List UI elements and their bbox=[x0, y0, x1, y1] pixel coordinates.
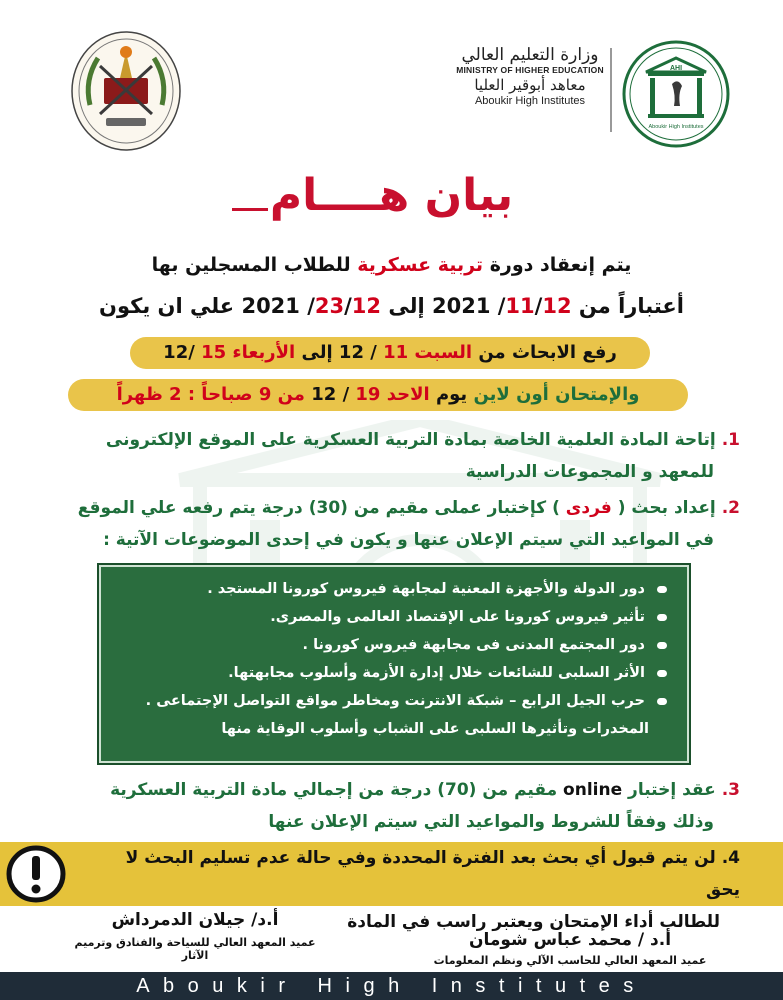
item-1-number: 1. bbox=[721, 430, 740, 450]
footer-banner: Aboukir High Institutes bbox=[0, 972, 783, 1000]
line4-a: يوم bbox=[429, 384, 474, 405]
line2-s2: / 2021 إلى bbox=[381, 294, 506, 318]
item-3 bbox=[60, 774, 740, 838]
signature-right bbox=[420, 930, 720, 967]
signature-name: أ.د / محمد عباس شومان bbox=[468, 930, 672, 950]
topic-item-continuation: المخدرات وتأثيرها السلبى على الشباب وأسلوب الوقاية منها bbox=[221, 721, 649, 737]
line2-s3: / bbox=[344, 294, 352, 318]
header-divider bbox=[610, 48, 612, 132]
topic-item: الأثر السلبى للشائعات خلال إدارة الأزمة وأسلوب مجابهتها. bbox=[113, 659, 671, 687]
item-2-text-2: في المواعيد التي سيتم الإعلان عنها و يكون في إحدى الموضوعات الآتية : bbox=[103, 530, 714, 550]
item-4-text: لن يتم قبول أي بحث بعد الفترة المحددة وفي حالة عدم تسليم البحث لا يحق bbox=[125, 848, 740, 900]
line4-day: الاحد 19 bbox=[355, 384, 430, 405]
line2-day1: 11 bbox=[505, 294, 535, 318]
line4-online: والإمتحان أون لاين bbox=[473, 384, 640, 405]
item-3-c: مقيم من (70) درجة من إجمالي مادة التربية العسكرية bbox=[110, 780, 564, 800]
line2-month1: 12 bbox=[542, 294, 572, 318]
item-3-a: عقد إختبار bbox=[622, 780, 716, 800]
topics-box bbox=[97, 563, 691, 765]
line3-b: / 12 إلى bbox=[295, 342, 384, 363]
exam-date-banner bbox=[68, 379, 688, 411]
signature-title: عميد المعهد العالي للسياحة والفنادق وترميم الآثار bbox=[74, 936, 316, 962]
title-decoration bbox=[232, 208, 268, 211]
institutes-arabic: معاهد أبوقير العليا bbox=[474, 76, 586, 94]
item-2-text-a: إعداد بحث ( bbox=[611, 498, 716, 518]
line3-c: /12 bbox=[163, 342, 202, 363]
ministry-arabic: وزارة التعليم العالي bbox=[461, 45, 599, 65]
ministry-header bbox=[455, 45, 605, 135]
upload-dates-banner bbox=[130, 337, 650, 369]
ahi-caption-text: Aboukir High Institutes bbox=[648, 124, 704, 130]
institutes-english: Aboukir High Institutes bbox=[474, 95, 586, 107]
topic-item: دور الدولة والأجهزة المعنية لمجابهة فيروس كورونا المستجد . bbox=[113, 575, 671, 603]
line3-start: السبت 11 bbox=[383, 342, 473, 363]
topic-item: تأثير فيروس كورونا على الإقتصاد العالمى والمصرى. bbox=[113, 603, 671, 631]
line2-month2: 12 bbox=[351, 294, 382, 318]
announcement-line-2 bbox=[0, 294, 783, 318]
military-seal-logo bbox=[70, 30, 182, 152]
topic-item: دور المجتمع المدنى فى مجابهة فيروس كورونا . bbox=[113, 631, 671, 659]
item-4-text-2: للطالب أداء الإمتحان ويعتبر راسب في المادة bbox=[347, 912, 720, 932]
item-3-number: 3. bbox=[721, 780, 740, 800]
item-2-text-b: ) كإختبار عملى مقيم من (30) درجة يتم رفعه علي الموقع bbox=[77, 498, 566, 518]
item-4-number: 4. bbox=[721, 848, 740, 868]
line3-end: الأربعاء 15 bbox=[201, 342, 296, 363]
signature-name: أ.د/ جيلان الدمرداش bbox=[111, 910, 279, 930]
item-1-text-2: للمعهد و المجموعات الدراسية bbox=[465, 462, 714, 482]
item-3-text-2: وذلك وفقاً للشروط والمواعيد التي سيتم الإعلان عنها bbox=[268, 812, 714, 832]
signature-title: عميد المعهد العالي للحاسب الآلي ونظم المعلومات bbox=[433, 954, 707, 967]
page-title: بيان هــــام bbox=[269, 170, 514, 221]
item-2-individual: فردى bbox=[565, 498, 612, 518]
item-2-number: 2. bbox=[721, 498, 740, 518]
line4-time: من 9 صباحاً : 2 ظهراً bbox=[116, 384, 305, 405]
line4-b: / 12 bbox=[304, 384, 356, 405]
announcement-line-1 bbox=[0, 254, 783, 276]
exclamation-icon bbox=[6, 845, 66, 903]
line2-day2: 23 bbox=[314, 294, 345, 318]
item-2 bbox=[60, 492, 740, 556]
ministry-english: MINISTRY OF HIGHER EDUCATION bbox=[456, 65, 604, 75]
line2-a: أعتباراً من bbox=[571, 294, 684, 318]
topic-item: حرب الجيل الرابع – شبكة الانترنت ومخاطر مواقع التواصل الإجتماعى . bbox=[113, 687, 671, 715]
item-3-online: online bbox=[563, 780, 623, 800]
line1-post: للطلاب المسجلين بها bbox=[151, 254, 358, 276]
ahi-badge-text: AHI bbox=[669, 65, 683, 72]
line1-course: تربية عسكرية bbox=[357, 254, 484, 276]
line1-pre: يتم إنعقاد دورة bbox=[483, 254, 632, 276]
item-1-text: إتاحة المادة العلمية الخاصة بمادة التربية العسكرية على الموقع الإلكترونى bbox=[105, 430, 716, 450]
line3-a: رفع الابحاث من bbox=[472, 342, 617, 363]
line2-s4: / 2021 علي ان يكون bbox=[99, 294, 315, 318]
item-1 bbox=[60, 424, 740, 488]
topics-list bbox=[99, 565, 689, 715]
line2-s1: / bbox=[534, 294, 543, 318]
signature-left bbox=[60, 910, 330, 962]
ahi-logo bbox=[622, 40, 730, 148]
